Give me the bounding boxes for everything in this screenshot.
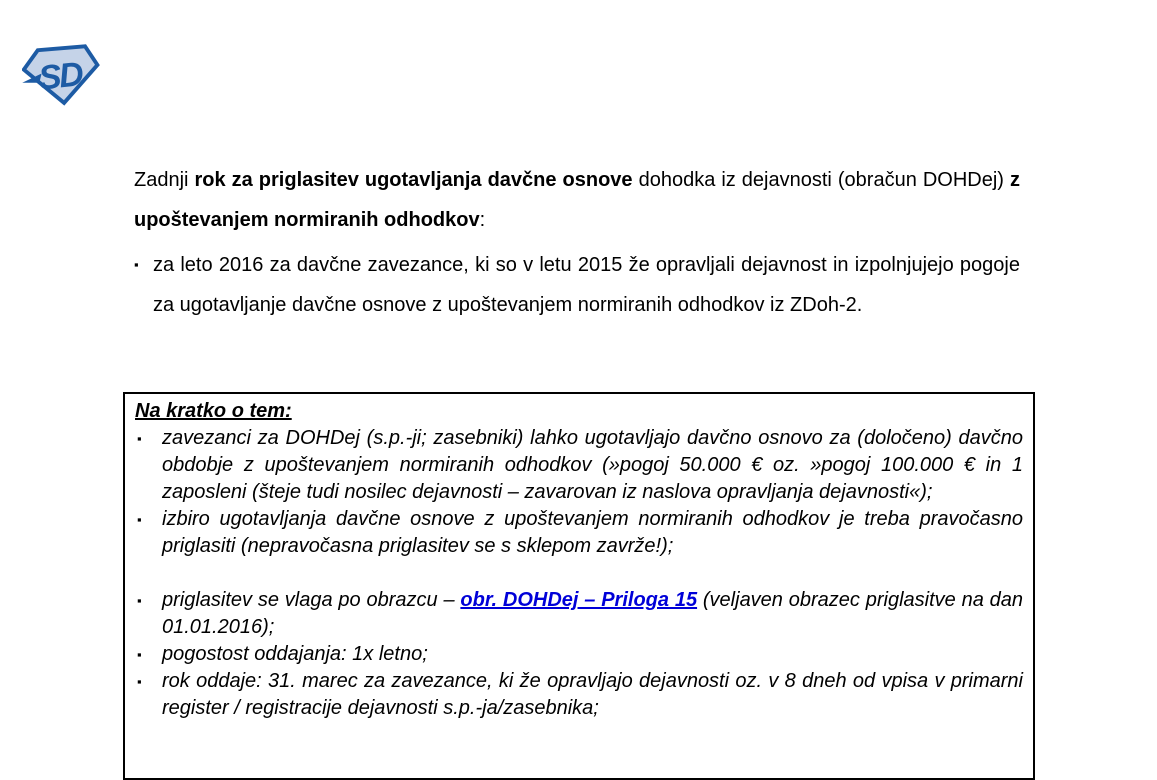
box-bullet-text bbox=[162, 587, 1023, 641]
list-item bbox=[135, 506, 1023, 560]
box-bullet-text bbox=[162, 668, 1023, 722]
box-title: Na kratko o tem: bbox=[135, 400, 292, 422]
box-bullet-text bbox=[162, 506, 1023, 560]
list-item bbox=[135, 425, 1023, 506]
bullet-square-icon: ▪ bbox=[134, 257, 139, 272]
bullet-square-icon: ▪ bbox=[137, 593, 142, 608]
bullet-square-icon: ▪ bbox=[137, 431, 142, 446]
text-run: dohodka iz dejavnosti (obračun DOHDej) bbox=[632, 169, 1010, 191]
text-run: izbiro ugotavljanja davčne osnove z upoštevanjem normiranih odhodkov je treba pravočasno priglasiti (nepravočasna priglasitev se s sklepom zavrže!); bbox=[162, 508, 1023, 557]
intro-bullet-list bbox=[134, 245, 1020, 325]
text-run: rok za priglasitev ugotavljanja davčne osnove bbox=[194, 169, 633, 191]
bullet-square-icon: ▪ bbox=[137, 512, 142, 527]
text-run: rok oddaje: 31. marec za zavezance, ki že opravljajo dejavnosti oz. v 8 dneh od vpisa v primarni register / registracije dejavnosti s.p.-ja/zasebnika; bbox=[162, 670, 1023, 719]
logo-letters: SD bbox=[36, 55, 84, 98]
dohdej-priloga-15-link[interactable]: obr. DOHDej – Priloga 15 bbox=[460, 589, 698, 611]
intro-paragraph bbox=[134, 160, 1020, 240]
main-text-block bbox=[134, 160, 1020, 325]
text-run: : bbox=[479, 209, 486, 231]
text-run: priglasitev se vlaga po obrazcu – bbox=[162, 589, 461, 611]
box-bullet-text bbox=[162, 425, 1023, 506]
box-bullet-text bbox=[162, 641, 1023, 668]
text-run: pogostost oddajanja: 1x letno; bbox=[162, 643, 428, 665]
list-item bbox=[135, 668, 1023, 722]
text-run: zavezanci za DOHDej (s.p.-ji; zasebniki) lahko ugotavljajo davčno osnovo za (določeno) davčno obdobje z upoštevanjem normiranih odhodkov (»pogoj 50.000 € oz. »pogoj 100.000 € in 1 zaposleni (šteje tudi nosilec dejavnosti – zavarovan iz naslova opravljanja dejavnosti«); bbox=[162, 427, 1023, 503]
text-run: z upoštevanjem normiranih odhodkov bbox=[134, 169, 1020, 231]
sd-shield-icon bbox=[22, 44, 100, 106]
list-item bbox=[135, 587, 1023, 641]
list-item bbox=[134, 245, 1020, 325]
list-item bbox=[135, 641, 1023, 668]
text-run: (veljaven obrazec priglasitve na dan 01.01.2016); bbox=[162, 589, 1024, 638]
bullet-square-icon: ▪ bbox=[137, 674, 142, 689]
intro-bullet-text bbox=[153, 245, 1020, 325]
bullet-square-icon: ▪ bbox=[137, 647, 142, 662]
text-run: za leto 2016 za davčne zavezance, ki so v letu 2015 že opravljali dejavnost in izpolnjujejo pogoje za ugotavljanje davčne osnove z upoštevanjem normiranih odhodkov iz ZDoh-2. bbox=[153, 254, 1020, 316]
sd-logo bbox=[22, 44, 100, 106]
text-run: Zadnji bbox=[134, 169, 195, 191]
summary-box bbox=[123, 392, 1035, 780]
